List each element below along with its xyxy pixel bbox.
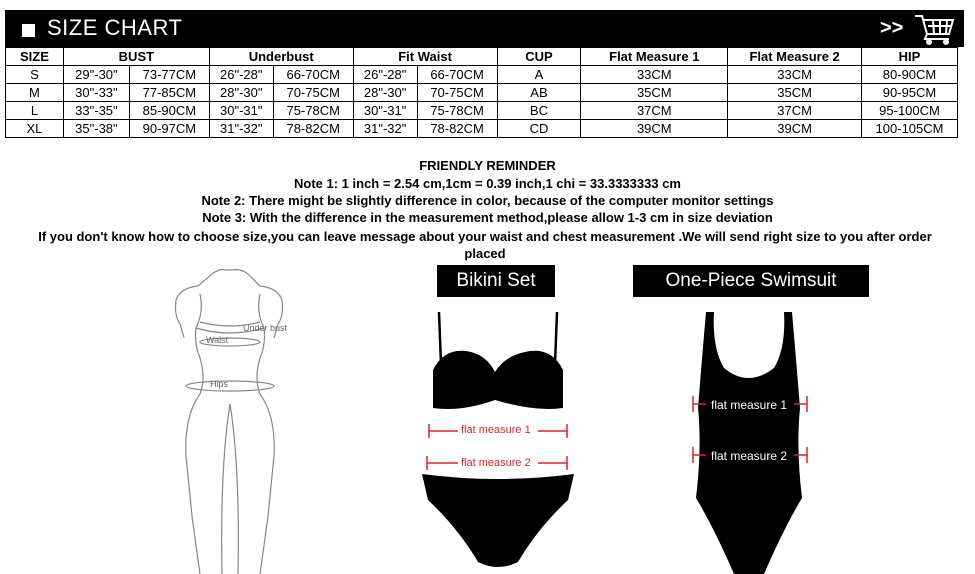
- table-cell: 31"-32": [353, 120, 417, 138]
- table-cell: 78-82CM: [273, 120, 353, 138]
- header-bust: BUST: [63, 48, 209, 66]
- note-3: Note 3: With the difference in the measurement method,please allow 1-3 cm in size deviation: [202, 210, 773, 225]
- table-cell: 77-85CM: [129, 84, 209, 102]
- table-cell: 66-70CM: [273, 66, 353, 84]
- bikini-set-label: Bikini Set: [437, 265, 555, 297]
- table-row: [6, 102, 958, 120]
- table-cell: 100-105CM: [862, 120, 958, 138]
- table-cell: 33CM: [581, 66, 728, 84]
- table-cell: M: [6, 84, 64, 102]
- table-cell: 75-78CM: [273, 102, 353, 120]
- reminder-heading: FRIENDLY REMINDER: [419, 158, 556, 173]
- bikini-bottom-image: [418, 470, 578, 572]
- table-cell: 70-75CM: [417, 84, 497, 102]
- bikini-measure-1-label: flat measure 1: [461, 424, 531, 436]
- table-cell: 66-70CM: [417, 66, 497, 84]
- table-cell: 70-75CM: [273, 84, 353, 102]
- waist-label: Waist: [206, 335, 229, 345]
- table-cell: 75-78CM: [417, 102, 497, 120]
- table-row: [6, 84, 958, 102]
- table-cell: 73-77CM: [129, 66, 209, 84]
- table-header-row: [6, 48, 958, 66]
- table-cell: L: [6, 102, 64, 120]
- header-flat-measure-2: Flat Measure 2: [728, 48, 862, 66]
- table-cell: 35CM: [728, 84, 862, 102]
- table-cell: 80-90CM: [862, 66, 958, 84]
- square-bullet-icon: [22, 24, 35, 37]
- table-cell: S: [6, 66, 64, 84]
- table-cell: 90-95CM: [862, 84, 958, 102]
- table-cell: XL: [6, 120, 64, 138]
- note-4: If you don't know how to choose size,you can leave message about your waist and chest measurement .We will send right size to you after order placed: [38, 229, 932, 261]
- table-row: [6, 120, 958, 138]
- body-measure-figure: [160, 266, 320, 574]
- table-cell: 28"-30": [209, 84, 273, 102]
- note-1: Note 1: 1 inch = 2.54 cm,1cm = 0.39 inch,1 chi = 33.3333333 cm: [294, 176, 681, 191]
- header-fit-waist: Fit Waist: [353, 48, 497, 66]
- hips-label: Hips: [210, 379, 229, 389]
- size-table: [5, 47, 958, 138]
- table-cell: 39CM: [581, 120, 728, 138]
- table-cell: AB: [497, 84, 581, 102]
- table-cell: 26"-28": [209, 66, 273, 84]
- one-piece-swimsuit-image: [684, 308, 814, 574]
- table-cell: 85-90CM: [129, 102, 209, 120]
- bikini-measure-2-label: flat measure 2: [461, 457, 531, 469]
- table-cell: 33CM: [728, 66, 862, 84]
- one-piece-swimsuit-label: One-Piece Swimsuit: [633, 265, 869, 297]
- bikini-top-image: [425, 308, 571, 420]
- header-underbust: Underbust: [209, 48, 353, 66]
- table-cell: 35"-38": [63, 120, 129, 138]
- arrows-text: >>: [880, 17, 904, 39]
- table-cell: 28"-30": [353, 84, 417, 102]
- shopping-cart-icon[interactable]: [913, 12, 955, 46]
- note-2: Note 2: There might be slightly difference in color, because of the computer monitor settings: [201, 193, 774, 208]
- table-cell: 37CM: [728, 102, 862, 120]
- table-cell: 30"-31": [209, 102, 273, 120]
- table-cell: 35CM: [581, 84, 728, 102]
- onepiece-measure-1-label: flat measure 1: [711, 398, 788, 412]
- table-cell: 30"-31": [353, 102, 417, 120]
- table-cell: A: [497, 66, 581, 84]
- page-title: SIZE CHART: [47, 15, 183, 40]
- header-hip: HIP: [862, 48, 958, 66]
- under-bust-label: Under bust: [243, 323, 288, 333]
- table-cell: BC: [497, 102, 581, 120]
- table-row: [6, 66, 958, 84]
- header-cup: CUP: [497, 48, 581, 66]
- table-cell: 31"-32": [209, 120, 273, 138]
- table-cell: 33"-35": [63, 102, 129, 120]
- header-flat-measure-1: Flat Measure 1: [581, 48, 728, 66]
- table-cell: CD: [497, 120, 581, 138]
- table-cell: 37CM: [581, 102, 728, 120]
- table-cell: 29"-30": [63, 66, 129, 84]
- table-cell: 26"-28": [353, 66, 417, 84]
- table-cell: 95-100CM: [862, 102, 958, 120]
- table-cell: 78-82CM: [417, 120, 497, 138]
- table-cell: 30"-33": [63, 84, 129, 102]
- header-size: SIZE: [6, 48, 64, 66]
- table-cell: 90-97CM: [129, 120, 209, 138]
- onepiece-measure-2-label: flat measure 2: [711, 449, 788, 463]
- size-chart-header: [5, 10, 964, 47]
- table-cell: 39CM: [728, 120, 862, 138]
